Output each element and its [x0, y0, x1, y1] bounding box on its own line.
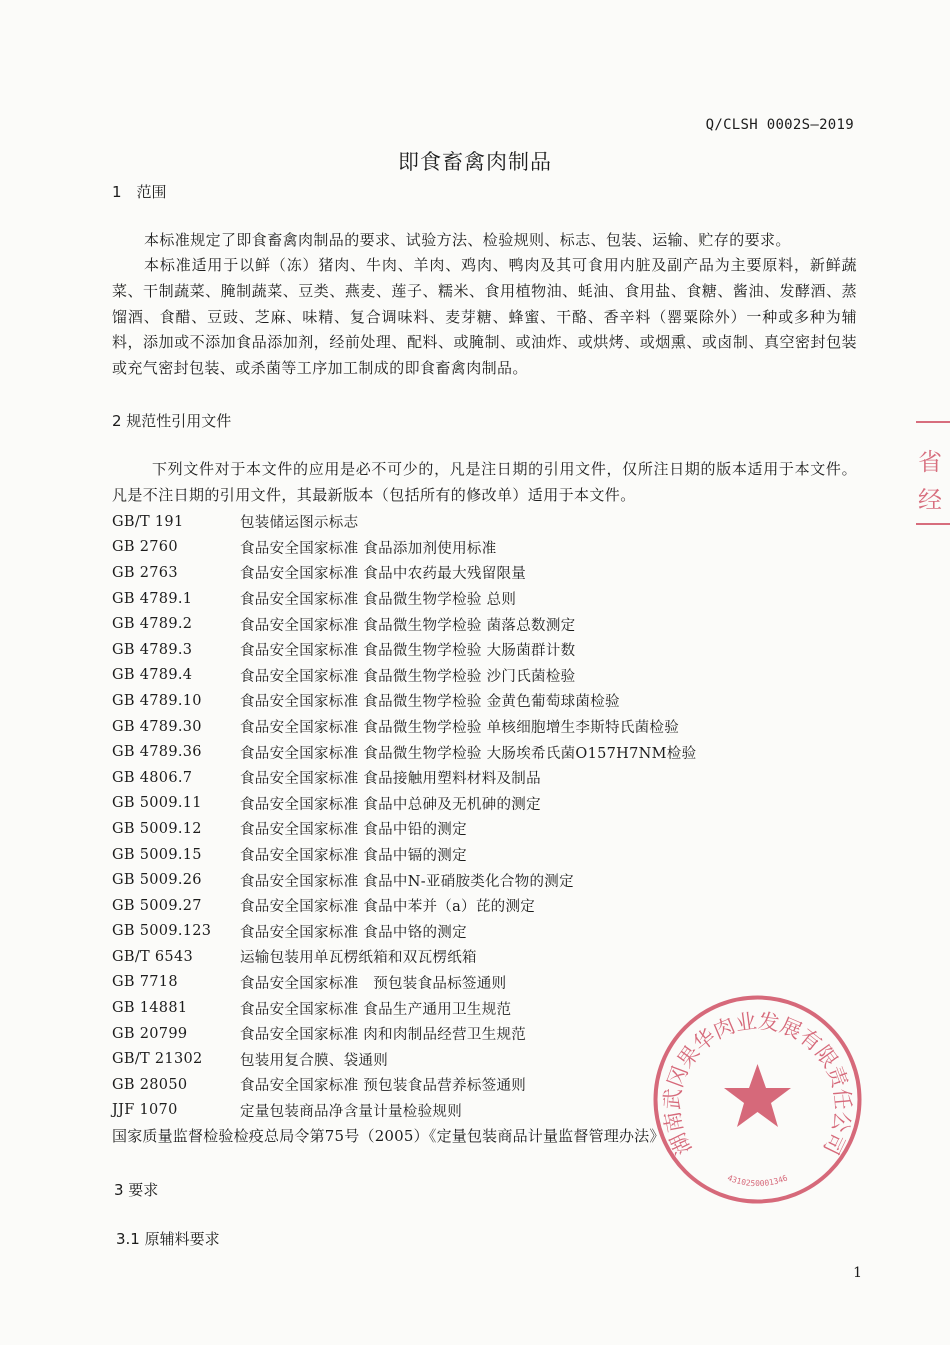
- reference-code: GB 2763: [112, 564, 178, 581]
- scope-paragraph-1: 本标准规定了即食畜禽肉制品的要求、试验方法、检验规则、标志、包装、运输、贮存的要求。: [144, 231, 791, 249]
- seal-number: [726, 1173, 789, 1188]
- reference-row: [112, 816, 832, 842]
- reference-title: 食品安全国家标准 食品接触用塑料材料及制品: [240, 771, 541, 788]
- reference-code: GB 20799: [112, 1025, 188, 1042]
- reference-title: 食品安全国家标准 食品中N-亚硝胺类化合物的测定: [240, 873, 574, 890]
- reference-row: [112, 637, 832, 663]
- reference-row: [112, 509, 832, 535]
- reference-code: GB 4789.30: [112, 718, 202, 735]
- reference-title: 食品安全国家标准 食品添加剂使用标准: [240, 540, 497, 557]
- reference-title: 食品安全国家标准 食品微生物学检验 金黄色葡萄球菌检验: [240, 694, 620, 711]
- section-2-heading: 2 规范性引用文件: [112, 412, 232, 430]
- reference-code: GB 14881: [112, 1000, 188, 1017]
- reference-row: [112, 791, 832, 817]
- reference-row: [112, 867, 832, 893]
- reference-title: 食品安全国家标准 食品中铅的测定: [240, 822, 467, 839]
- page-number: 1: [853, 1265, 862, 1281]
- reference-row: [112, 586, 832, 612]
- reference-title: 食品安全国家标准 食品中镉的测定: [240, 848, 467, 865]
- section-3-heading: 3 要求: [114, 1181, 159, 1199]
- reference-row: [112, 944, 832, 970]
- company-seal: [650, 992, 865, 1207]
- reference-row: [112, 739, 832, 765]
- reference-code: GB/T 21302: [112, 1051, 203, 1068]
- reference-row: [112, 919, 832, 945]
- reference-row: [112, 765, 832, 791]
- edge-char-1: 省: [918, 448, 942, 476]
- edge-seal-fragment: [912, 420, 950, 545]
- reference-code: GB 5009.26: [112, 872, 202, 889]
- references-intro: 下列文件对于本文件的应用是必不可少的，凡是注日期的引用文件，仅所注日期的版本适用于本文件。凡是不注日期的引用文件，其最新版本（包括所有的修改单）适用于本文件。: [112, 460, 857, 504]
- reference-code: GB 4789.10: [112, 692, 202, 709]
- reference-code: JJF 1070: [112, 1102, 178, 1119]
- seal-number-path: 4310250001346: [726, 1173, 789, 1189]
- reference-row: [112, 714, 832, 740]
- reference-title: 食品安全国家标准 肉和肉制品经营卫生规范: [240, 1027, 527, 1044]
- reference-code: GB 5009.27: [112, 897, 202, 914]
- reference-code: GB/T 6543: [112, 948, 194, 965]
- reference-code: GB 4789.4: [112, 667, 193, 684]
- decree-reference: 国家质量监督检验检疫总局令第75号（2005）《定量包装商品计量监督管理办法》: [112, 1127, 665, 1145]
- reference-title: 食品安全国家标准 食品微生物学检验 沙门氏菌检验: [240, 668, 576, 685]
- reference-title: 食品安全国家标准 食品微生物学检验 大肠菌群计数: [240, 643, 576, 660]
- reference-title: 运输包装用单瓦楞纸箱和双瓦楞纸箱: [240, 950, 477, 967]
- reference-title: 食品安全国家标准 食品中农药最大残留限量: [240, 566, 527, 583]
- reference-code: GB 5009.123: [112, 923, 212, 940]
- reference-title: 食品安全国家标准 食品中苯并（a）芘的测定: [240, 899, 536, 916]
- seal-text-path: 湖南武冈果华肉业发展有限责任公司: [659, 1009, 856, 1159]
- reference-code: GB 4789.3: [112, 641, 193, 658]
- reference-title: 包装储运图示标志: [240, 515, 359, 532]
- reference-title: 定量包装商品净含量计量检验规则: [240, 1103, 462, 1120]
- reference-title: 食品安全国家标准 食品微生物学检验 单核细胞增生李斯特氏菌检验: [240, 720, 680, 737]
- reference-code: GB/T 191: [112, 513, 184, 530]
- reference-title: 食品安全国家标准 食品生产通用卫生规范: [240, 1001, 512, 1018]
- reference-code: GB 5009.12: [112, 820, 202, 837]
- reference-title: 包装用复合膜、袋通则: [240, 1052, 388, 1069]
- edge-char-2: 经: [918, 486, 942, 514]
- reference-row: [112, 842, 832, 868]
- document-title: 即食畜禽肉制品: [398, 150, 552, 174]
- reference-code: GB 7718: [112, 974, 178, 991]
- reference-code: GB 4789.1: [112, 590, 193, 607]
- reference-title: 食品安全国家标准 食品微生物学检验 菌落总数测定: [240, 617, 576, 634]
- reference-title: 食品安全国家标准 食品中铬的测定: [240, 924, 467, 941]
- seal-star-icon: [724, 1064, 791, 1127]
- reference-code: GB 4806.7: [112, 769, 193, 786]
- reference-row: [112, 535, 832, 561]
- reference-code: GB 5009.11: [112, 795, 202, 812]
- reference-row: [112, 893, 832, 919]
- reference-title: 食品安全国家标准 食品微生物学检验 大肠埃希氏菌O157H7NM检验: [240, 745, 697, 762]
- reference-row: [112, 663, 832, 689]
- reference-title: 食品安全国家标准 食品微生物学检验 总则: [240, 592, 517, 609]
- reference-title: 食品安全国家标准 预包装食品标签通则: [240, 975, 507, 992]
- reference-code: GB 28050: [112, 1076, 188, 1093]
- standard-code: Q/CLSH 0002S—2019: [705, 117, 854, 133]
- reference-code: GB 2760: [112, 539, 178, 556]
- section-3-1-heading: 3.1 原辅料要求: [116, 1230, 220, 1248]
- reference-title: 食品安全国家标准 食品中总砷及无机砷的测定: [240, 796, 541, 813]
- reference-title: 食品安全国家标准 预包装食品营养标签通则: [240, 1078, 527, 1095]
- reference-code: GB 5009.15: [112, 846, 202, 863]
- reference-code: GB 4789.36: [112, 744, 202, 761]
- reference-code: GB 4789.2: [112, 616, 193, 633]
- reference-row: [112, 560, 832, 586]
- scope-paragraph-2: 本标准适用于以鲜（冻）猪肉、牛肉、羊肉、鸡肉、鸭肉及其可食用内脏及副产品为主要原料，新鲜蔬菜、干制蔬菜、腌制蔬菜、豆类、燕麦、莲子、糯米、食用植物油、蚝油、食用盐、食糖、酱油、发酵酒、蒸馏酒、食醋、豆豉、芝麻、味精、复合调味料、麦芽糖、蜂蜜、干酪、香辛料（罂粟除外）一种或多种为辅料，添加或不添加食品添加剂，经前处理、配料、或腌制、或油炸、或烘烤、或烟熏、或卤制、真空密封包装或充气密封包装、或杀菌等工序加工制成的即食畜禽肉制品。: [112, 256, 857, 378]
- section-1-heading: 1 范围: [112, 183, 167, 201]
- reference-row: [112, 688, 832, 714]
- reference-row: [112, 611, 832, 637]
